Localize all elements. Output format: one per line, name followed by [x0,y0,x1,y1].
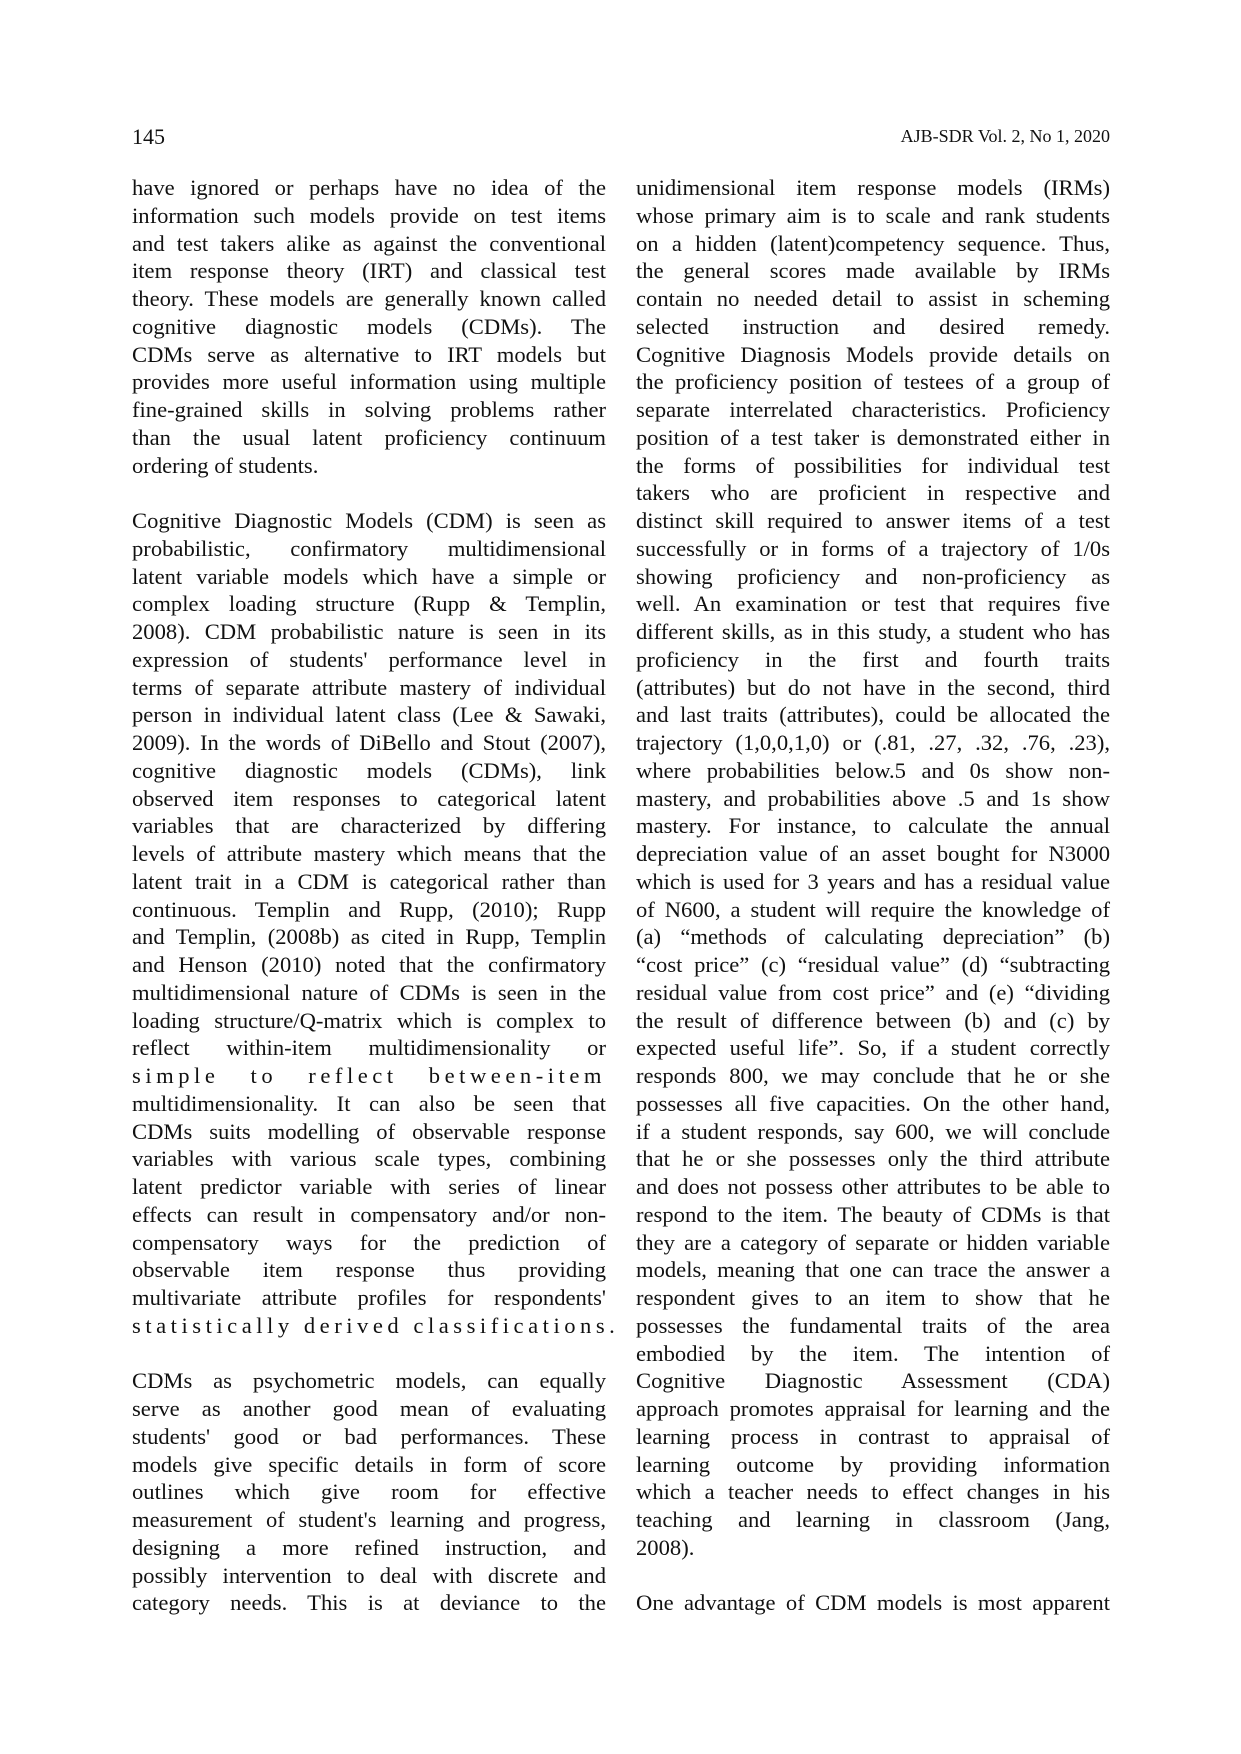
text-line: which is used for 3 years and has a residual value [636,868,1110,894]
text-line: statistically derived classifications. [132,1312,620,1338]
text-line: distinct skill required to answer items of a test [636,508,1110,533]
text-line: designing a more refined instruction, and [132,1534,606,1560]
text-line: cognitive diagnostic models (CDMs), link [132,757,606,783]
text-line: that he or she possesses only the third attribute [636,1146,1110,1172]
text-line: the result of difference between (b) and (c) by [636,1007,1110,1033]
text-line: selected instruction and desired remedy. [636,313,1110,339]
text-line: the forms of possibilities for individual test [636,452,1110,478]
text-line: and does not possess other attributes to be able to [636,1174,1110,1199]
text-line: they are a category of separate or hidden variable [636,1229,1110,1255]
text-line: observed item responses to categorical latent [132,785,606,811]
text-line: observable item response thus providing [132,1257,606,1283]
text-line: theory. These models are generally known called [132,286,606,311]
text-line: 2009). In the words of DiBello and Stout (2007), [132,730,606,755]
text-line: information such models provide on test items [132,202,606,228]
text-line: mastery, and probabilities above .5 and 1s show [636,785,1110,811]
text-line: person in individual latent class (Lee & Sawaki, [132,702,606,728]
text-line: and test takers alike as against the conventional [132,230,606,256]
text-line: contain no needed detail to assist in scheming [636,286,1110,311]
page-number: 145 [132,124,165,149]
text-line: terms of separate attribute mastery of individual [132,674,606,700]
text-line: fine-grained skills in solving problems rather [132,397,606,422]
text-line: possesses all five capacities. On the other hand, [636,1090,1110,1116]
text-line: mastery. For instance, to calculate the annual [636,813,1110,839]
text-line: Cognitive Diagnostic Models (CDM) is seen as [132,508,606,533]
text-line: complex loading structure (Rupp & Templin, [132,591,606,617]
text-line: reflect within-item multidimensionality or [132,1035,606,1061]
text-line: if a student responds, say 600, we will conclude [636,1118,1110,1144]
text-line: 2008). CDM probabilistic nature is seen in its [132,619,606,644]
text-line: the proficiency position of testees of a group of [636,369,1110,395]
left-column [132,174,620,1617]
text-line: multivariate attribute profiles for respondents' [132,1285,606,1310]
text-line: cognitive diagnostic models (CDMs). The [132,313,606,339]
page-header [132,124,1110,154]
text-line: continuous. Templin and Rupp, (2010); Rupp [132,896,606,922]
text-line: separate interrelated characteristics. Proficiency [636,397,1110,422]
text-line: simple to reflect between-item [132,1063,606,1088]
text-line: measurement of student's learning and progress, [132,1507,606,1532]
text-line: (attributes) but do not have in the second, third [636,674,1110,700]
text-line: models, meaning that one can trace the answer a [636,1257,1110,1283]
text-line: position of a test taker is demonstrated either in [636,424,1110,450]
text-line: (a) “methods of calculating depreciation” (b) [636,924,1110,950]
text-line: respond to the item. The beauty of CDMs is that [636,1201,1110,1227]
text-line: effects can result in compensatory and/or non- [132,1201,606,1227]
text-line: provides more useful information using multiple [132,369,606,395]
text-line: responds 800, we may conclude that he or she [636,1063,1110,1088]
text-line: possibly intervention to deal with discrete and [132,1562,606,1588]
text-line: multidimensional nature of CDMs is seen in the [132,979,606,1005]
text-line: learning outcome by providing information [636,1451,1110,1477]
text-line: variables with various scale types, combining [132,1146,606,1172]
text-line: and Templin, (2008b) as cited in Rupp, Templin [132,924,606,950]
paragraph [132,507,620,1340]
right-column [636,174,1110,1617]
text-line: and last traits (attributes), could be allocated the [636,702,1110,728]
text-line: category needs. This is at deviance to the [132,1590,606,1616]
text-line: unidimensional item response models (IRMs) [636,175,1110,200]
paragraph [636,174,1110,1562]
text-line: of N600, a student will require the knowledge of [636,896,1110,922]
text-line: students' good or bad performances. These [132,1423,606,1449]
text-line: One advantage of CDM models is most apparent [636,1590,1110,1616]
text-line: trajectory (1,0,0,1,0) or (.81, .27, .32, .76, .23), [636,730,1110,755]
text-line: expected useful life”. So, if a student correctly [636,1035,1110,1061]
text-line: CDMs as psychometric models, can equally [132,1368,606,1394]
text-line: “cost price” (c) “residual value” (d) “subtracting [636,952,1110,977]
text-line: latent predictor variable with series of linear [132,1174,606,1199]
text-line: possesses the fundamental traits of the area [636,1312,1110,1338]
text-line: whose primary aim is to scale and rank students [636,202,1110,228]
text-line: respondent gives to an item to show that he [636,1285,1110,1310]
text-line: successfully or in forms of a trajectory of 1/0s [636,535,1110,561]
text-line: showing proficiency and non-proficiency as [636,563,1110,589]
text-line: the general scores made available by IRMs [636,258,1110,284]
text-line: loading structure/Q-matrix which is complex to [132,1007,606,1033]
text-line: expression of students' performance level in [132,646,606,672]
text-line: depreciation value of an asset bought for N3000 [636,841,1110,866]
paragraph-gap [636,1562,1110,1590]
text-line: teaching and learning in classroom (Jang, [636,1507,1110,1532]
text-line: compensatory ways for the prediction of [132,1229,606,1255]
text-line: outlines which give room for effective [132,1479,606,1505]
text-line: probabilistic, confirmatory multidimensional [132,535,606,561]
text-line: CDMs suits modelling of observable response [132,1118,606,1144]
text-line: CDMs serve as alternative to IRT models but [132,341,606,367]
text-line: and Henson (2010) noted that the confirmatory [132,952,606,977]
text-line: item response theory (IRT) and classical test [132,258,606,284]
text-line: proficiency in the first and fourth traits [636,646,1110,672]
text-line: 2008). [636,1534,695,1560]
text-line: where probabilities below.5 and 0s show non- [636,757,1110,783]
text-line: serve as another good mean of evaluating [132,1396,606,1421]
text-line: well. An examination or test that requires five [636,591,1110,617]
text-line: Cognitive Diagnostic Assessment (CDA) [636,1368,1110,1394]
text-line: which a teacher needs to effect changes in his [636,1479,1110,1505]
text-line: approach promotes appraisal for learning and the [636,1396,1110,1421]
paragraph-gap [132,1340,606,1368]
paragraph-gap [132,479,606,507]
text-line: than the usual latent proficiency continuum [132,424,606,450]
text-line: variables that are characterized by differing [132,813,606,839]
text-line: ordering of students. [132,452,319,478]
paragraph [636,1589,1110,1617]
text-line: have ignored or perhaps have no idea of the [132,175,606,200]
text-line: residual value from cost price” and (e) “dividing [636,979,1110,1005]
text-line: models give specific details in form of score [132,1451,606,1477]
text-line: levels of attribute mastery which means that the [132,841,606,866]
text-line: different skills, as in this study, a student who has [636,619,1110,644]
journal-reference: AJB-SDR Vol. 2, No 1, 2020 [900,126,1110,146]
text-line: latent variable models which have a simple or [132,563,606,589]
paragraph [132,1367,606,1617]
text-line: latent trait in a CDM is categorical rather than [132,868,606,894]
text-line: embodied by the item. The intention of [636,1340,1110,1366]
text-line: Cognitive Diagnosis Models provide details on [636,341,1110,367]
text-line: multidimensionality. It can also be seen that [132,1090,606,1116]
text-line: learning process in contrast to appraisal of [636,1423,1110,1449]
text-line: on a hidden (latent)competency sequence. Thus, [636,230,1110,256]
text-line: takers who are proficient in respective and [636,480,1110,506]
paragraph [132,174,606,479]
